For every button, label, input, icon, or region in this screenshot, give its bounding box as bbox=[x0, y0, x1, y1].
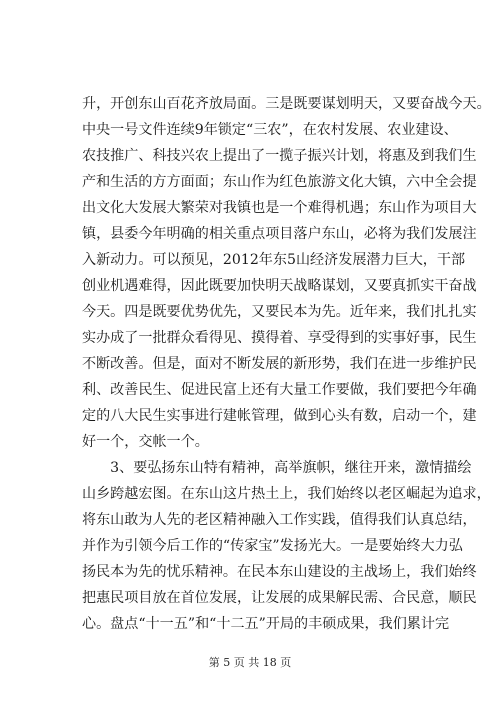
text-line: 镇，县委今年明确的相关重点项目落户东山，必将为我们发展注 bbox=[82, 226, 477, 242]
text-line: 创业机遇难得，因此既要加快明天战略谋划，又要真抓实干奋战 bbox=[82, 278, 477, 294]
text-line: 中央一号文件连续9年锁定“三农”，在农村发展、农业建设、 bbox=[82, 122, 458, 138]
page-number-footer: 第 5 页 共 18 页 bbox=[208, 656, 292, 669]
text-line: 不断改善。但是，面对不断发展的新形势，我们在进一步维护民 bbox=[82, 356, 477, 372]
text-line: 扬民本为先的忧乐精神。在民本东山建设的主战场上，我们始终 bbox=[82, 564, 477, 580]
text-line: 升，开创东山百花齐放局面。三是既要谋划明天，又要奋战今天。 bbox=[82, 96, 491, 112]
text-line: 利、改善民生、促进民富上还有大量工作要做，我们要把今年确 bbox=[82, 382, 477, 398]
text-line: 好一个，交帐一个。 bbox=[82, 434, 209, 450]
text-line: 把惠民项目放在首位发展，让发展的成果解民需、合民意，顺民 bbox=[82, 590, 477, 606]
text-line: 将东山敢为人先的老区精神融入工作实践，值得我们认真总结， bbox=[82, 512, 477, 528]
text-line: 并作为引领今后工作的“传家宝”发扬光大。一是要始终大力弘 bbox=[82, 538, 463, 554]
text-line: 产和生活的方方面面；东山作为红色旅游文化大镇，六中全会提 bbox=[82, 174, 477, 190]
paragraph-start-line: 3、要弘扬东山特有精神，高举旗帜，继往开来，激情描绘 bbox=[82, 460, 472, 476]
text-line: 今天。四是既要优势优先，又要民本为先。近年来，我们扎扎实 bbox=[82, 304, 477, 320]
text-line: 心。盘点“十一五”和“十二五”开局的丰硕成果，我们累计完 bbox=[82, 616, 450, 632]
body-text bbox=[82, 91, 491, 637]
text-line: 入新动力。可以预见，2012年东5山经济发展潜力巨大，干部 bbox=[82, 252, 466, 268]
text-line: 山乡跨越宏图。在东山这片热土上，我们始终以老区崛起为追求， bbox=[82, 486, 491, 502]
text-line: 实办成了一批群众看得见、摸得着、享受得到的实事好事，民生 bbox=[82, 330, 477, 346]
text-line: 出文化大发展大繁荣对我镇也是一个难得机遇；东山作为项目大 bbox=[82, 200, 477, 216]
text-line: 农技推广、科技兴农上提出了一揽子振兴计划，将惠及到我们生 bbox=[82, 148, 477, 164]
text-line: 定的八大民生实事进行建帐管理，做到心头有数，启动一个，建 bbox=[82, 408, 477, 424]
